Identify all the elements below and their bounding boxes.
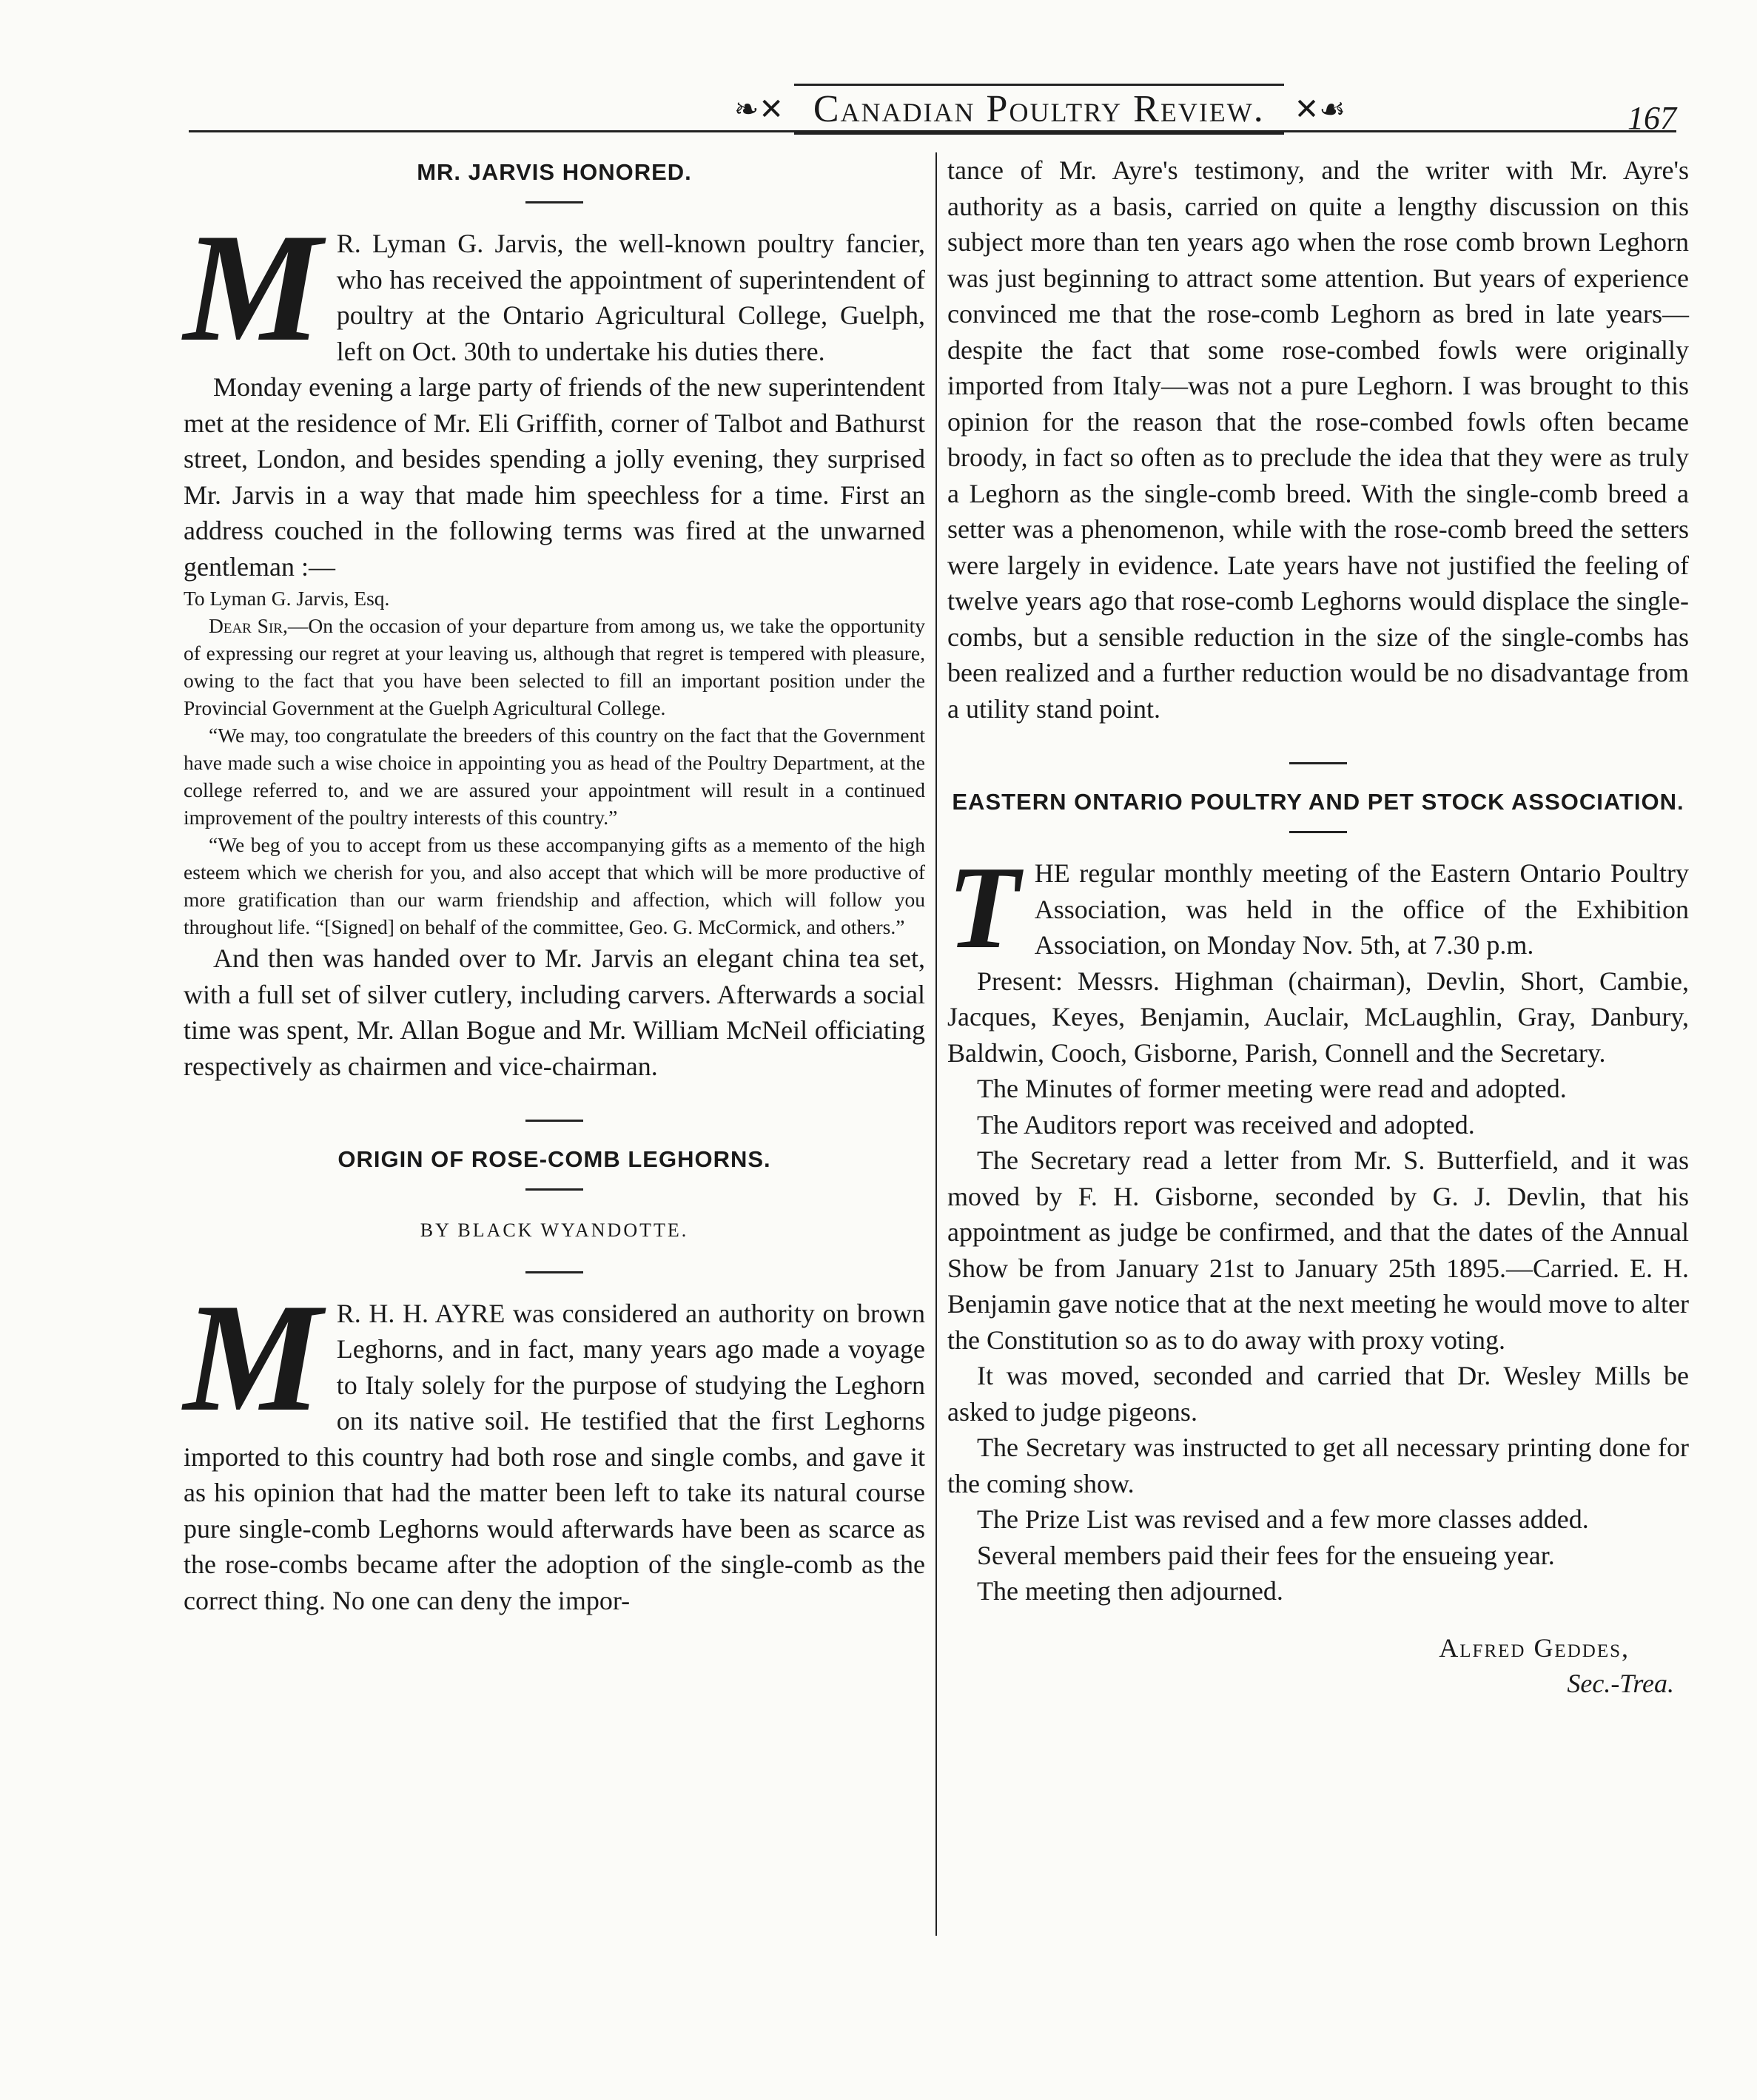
letter-text: —On the occasion of your departure from among us, we take the opportunity of expressing our regret at your leaving us, although that regret is tempered with pleasure, owing to the fact that you have been selected to fill an important position under the Provincial Government at the Guelph Agricultural College. [184,614,925,719]
column-divider [935,152,937,1936]
ornament-left-icon: ❧✕ [733,92,784,126]
article-paragraph: Several members paid their fees for the ensueing year. [977,1540,1555,1570]
article-paragraph [184,202,925,374]
article-paragraph: Present: Messrs. Highman (chairman), Devlin, Short, Cambie, Jacques, Keyes, Benjamin, Auclair, McLaughlin, Gray, Danbury, Baldwin, Cooch, Gisborne, Parish, Connell and the Secretary. [947,966,1689,1068]
letter-paragraph [184,612,925,721]
ornament-right-icon: ✕☙ [1294,92,1346,126]
page-header [189,83,1676,142]
article-title-eastern-ontario: EASTERN ONTARIO POULTRY AND PET STOCK ASSOCIATION. [952,789,1684,815]
section-rule [1289,762,1347,764]
article-paragraph [947,841,1689,973]
paragraph-text: R. H. H. AYRE was considered an authority on brown Leghorns, and in fact, many years ago made a voyage to Italy solely for the purpose of studying the Leghorn on its native soil. He testified that the first Leghorns imported to this country had both rose and single combs, and gave it as his opinion that had the matter been left to take its natural course pure single-comb Leghorns would afterwards have been as scarce as the rose-combs became after the adoption of the single-comb as the correct thing. No one can deny the impor- [184,1298,925,1615]
left-column [184,152,925,1618]
right-column [947,152,1689,1702]
title-rule [525,1188,583,1191]
title-rule [1289,831,1347,833]
salutation: Dear Sir, [209,614,288,637]
drop-cap: M [184,202,322,374]
article-title-jarvis: MR. JARVIS HONORED. [417,159,692,185]
section-rule [525,1120,583,1122]
signature-name: Alfred Geddes, [1439,1632,1630,1663]
article-paragraph: Monday evening a large party of friends of the new superintendent met at the residence of Mr. Eli Griffith, corner of Talbot and Bathurst street, London, and besides spending a jolly evening, they surprised Mr. Jarvis in a way that made him speechless for a time. First an address couched in the following terms was fired at the unwarned gentleman :— [184,372,925,582]
address-line: To Lyman G. Jarvis, Esq. [184,587,390,610]
article-title-rose-comb: ORIGIN OF ROSE-COMB LEGHORNS. [337,1146,771,1172]
article-paragraph [184,1271,925,1619]
article-paragraph: The meeting then adjourned. [977,1576,1283,1606]
article-paragraph: tance of Mr. Ayre's testimony, and the writer with Mr. Ayre's authority as a basis, carried on quite a lengthy discussion on this subject more than ten years ago when the rose comb brown Leghorn was just beginning to attract some attention. But years of experience convinced me that the rose-comb Leghorn as bred in late years—despite the fact that some rose-combed fowls were originally imported from Italy—was not a pure Leghorn. I was brought to this opinion for the reason that the rose-combed fowls often became broody, in fact so often as to preclude the idea that they were as truly a Leghorn as the single-comb breed. With the single-comb breed a setter was a phenomenon, while with the rose-comb breed the setters were largely in evidence. Late years have not justified the feeling of twelve years ago that rose-comb Leghorns would displace the single-combs, but a sensible reduction in the size of the single-combs has been realized and a further reduction would be no disadvantage from a utility stand point. [947,155,1689,724]
letter-paragraph: “We beg of you to accept from us these accompanying gifts as a memento of the high esteem which we cherish for you, and also accept that which will be more productive of more gratification than our warm friendship and affection, which will follow you throughout life. “[Signed] on behalf of the committee, Geo. G. McCormick, and others.” [184,833,925,938]
masthead-title: Canadian Poultry Review. [794,84,1284,135]
paragraph-text: R. Lyman G. Jarvis, the well-known poultry fancier, who has received the appointment of superintendent of poultry at the Ontario Agricultural College, Guelph, left on Oct. 30th to undertake his duties there. [336,229,925,366]
article-paragraph: It was moved, seconded and carried that Dr. Wesley Mills be asked to judge pigeons. [947,1361,1689,1427]
header-rule [189,130,1676,132]
paragraph-text: HE regular monthly meeting of the Eastern Ontario Poultry Association, was held in the office of the Exhibition Association, on Monday Nov. 5th, at 7.30 p.m. [1034,858,1689,960]
byline: BY BLACK WYANDOTTE. [420,1219,689,1241]
signature-title: Sec.-Trea. [1567,1669,1674,1698]
article-paragraph: The Prize List was revised and a few more classes added. [977,1504,1589,1534]
title-rule [525,201,583,203]
page-number: 167 [1627,100,1676,136]
article-paragraph: The Secretary read a letter from Mr. S. Butterfield, and it was moved by F. H. Gisborne, seconded by G. J. Devlin, that his appointment as judge be confirmed, and that the dates of the Annual Show be from January 21st to January 25th 1895.—Carried. E. H. Benjamin gave notice that at the next meeting he would move to alter the Constitution so as to do away with proxy voting. [947,1145,1689,1355]
letter-paragraph: “We may, too congratulate the breeders of this country on the fact that the Government have made such a wise choice in appointing you as head of the Poultry Department, at the college referred to, and we are assured your appointment will result in a continued improvement of the poultry interests of this country.” [184,724,925,829]
masthead [644,83,1436,135]
drop-cap: T [947,841,1020,973]
title-rule [525,1271,583,1273]
article-paragraph: The Minutes of former meeting were read and adopted. [977,1074,1567,1103]
article-paragraph: And then was handed over to Mr. Jarvis an elegant china tea set, with a full set of silver cutlery, including carvers. Afterwards a social time was spent, Mr. Allan Bogue and Mr. William McNeil officiating respectively as chairmen and vice-chairman. [184,943,925,1081]
article-paragraph: The Secretary was instructed to get all necessary printing done for the coming show. [947,1433,1689,1498]
drop-cap: M [184,1271,322,1444]
article-paragraph: The Auditors report was received and adopted. [977,1109,1475,1140]
